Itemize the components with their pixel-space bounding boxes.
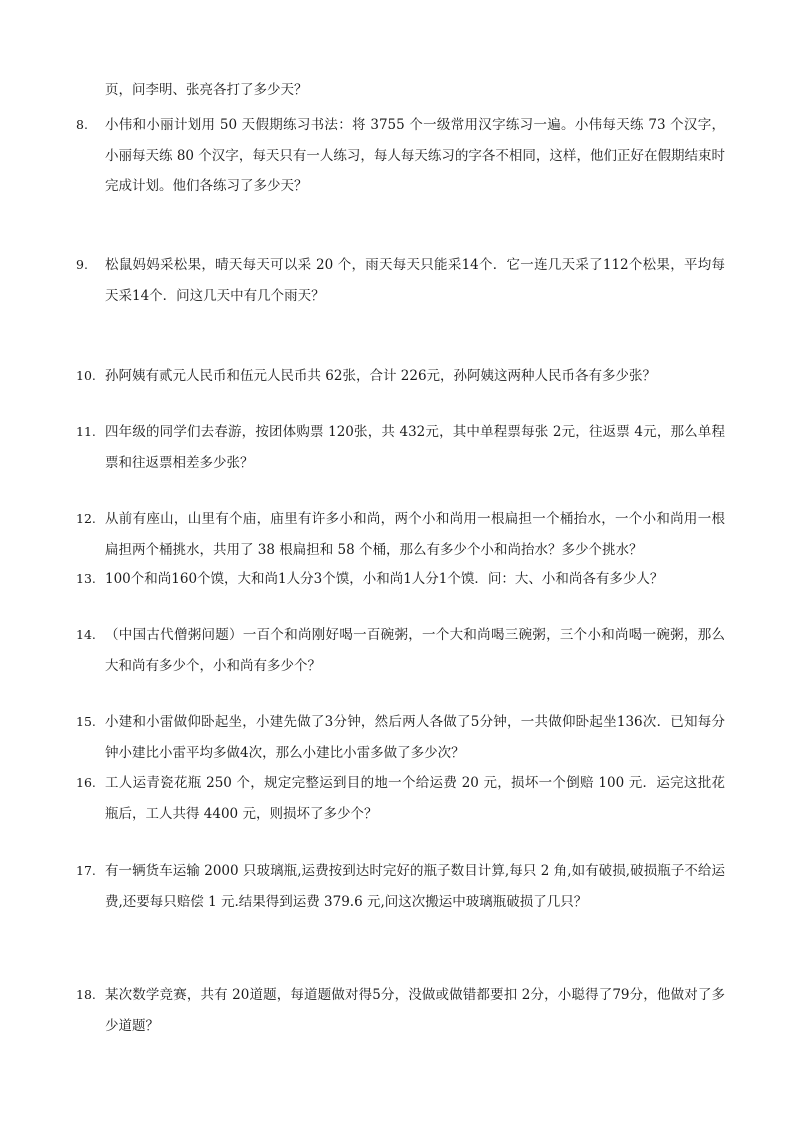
- problem-number: 10.: [76, 368, 96, 383]
- problem-item: [76, 504, 726, 565]
- problem-number: 15.: [76, 714, 96, 729]
- problem-number: 9.: [76, 257, 88, 272]
- problem-text: 100个和尚160个馍，大和尚1人分3个馍，小和尚1人分1个馍．问：大、小和尚各有多少人？: [105, 571, 664, 587]
- problem-number: 17.: [76, 863, 96, 878]
- problem-item: [76, 980, 726, 1041]
- problem-number: 12.: [76, 511, 96, 526]
- problem-item: [76, 768, 726, 829]
- problem-number: 18.: [76, 987, 96, 1002]
- problem-text: 某次数学竞赛，共有 20道题，每道题做对得5分，没做或做错都要扣 2分，小聪得了79分，他做对了多少道题？: [105, 987, 725, 1034]
- problem-number: 8.: [76, 117, 88, 132]
- problem-text: 小伟和小丽计划用 50 天假期练习书法：将 3755 个一级常用汉字练习一遍。小伟每天练 73 个汉字，小丽每天练 80 个汉字，每天只有一人练习，每人每天练习的字各不相同，这样，他们正好在假期结束时完成计划。他们各练习了多少天？: [105, 117, 725, 194]
- continued-text: 页，问李明、张亮各打了多少天？: [105, 82, 308, 98]
- problem-number: 11.: [76, 424, 96, 439]
- problem-text: 有一辆货车运输 2000 只玻璃瓶,运费按到达时完好的瓶子数目计算,每只 2 角,如有破损,破损瓶子不给运费,还要每只赔偿 1 元.结果得到运费 379.6 元,问这次搬运中玻璃瓶破损了几只？: [105, 863, 725, 910]
- problem-item: [76, 707, 726, 768]
- problem-text: 小建和小雷做仰卧起坐，小建先做了3分钟，然后两人各做了5分钟，一共做仰卧起坐136次．已知每分钟小建比小雷平均多做4次，那么小建比小雷多做了多少次？: [105, 714, 725, 761]
- problem-text: 四年级的同学们去春游，按团体购票 120张，共 432元，其中单程票每张 2元，往返票 4元，那么单程票和往返票相差多少张？: [105, 424, 725, 471]
- problem-item: [76, 110, 726, 202]
- problem-number: 13.: [76, 571, 96, 586]
- problem-item: [76, 250, 726, 311]
- problem-number: 16.: [76, 775, 96, 790]
- problem-text: （中国古代僧粥问题）一百个和尚刚好喝一百碗粥，一个大和尚喝三碗粥，三个小和尚喝一碗粥，那么大和尚有多少个，小和尚有多少个？: [105, 627, 725, 674]
- problem-item: [76, 417, 726, 478]
- problem-item: [76, 620, 726, 681]
- problem-item: [76, 856, 726, 917]
- problem-item: [76, 361, 726, 392]
- problem-text: 工人运青瓷花瓶 250 个，规定完整运到目的地一个给运费 20 元，损坏一个倒赔 100 元．运完这批花瓶后，工人共得 4400 元，则损坏了多少个？: [105, 775, 725, 822]
- problem-text: 松鼠妈妈采松果，晴天每天可以采 20 个，雨天每天只能采14个．它一连几天采了112个松果，平均每天采14个．问这几天中有几个雨天？: [105, 257, 725, 304]
- problem-text: 孙阿姨有贰元人民币和伍元人民币共 62张，合计 226元，孙阿姨这两种人民币各有多少张？: [105, 368, 657, 384]
- problem-number: 14.: [76, 627, 96, 642]
- problem-item: [76, 564, 726, 595]
- problem-text: 从前有座山，山里有个庙，庙里有许多小和尚，两个小和尚用一根扁担一个桶抬水，一个小和尚用一根扁担两个桶挑水，共用了 38 根扁担和 58 个桶，那么有多少个小和尚抬水？多少个挑水？: [105, 511, 725, 558]
